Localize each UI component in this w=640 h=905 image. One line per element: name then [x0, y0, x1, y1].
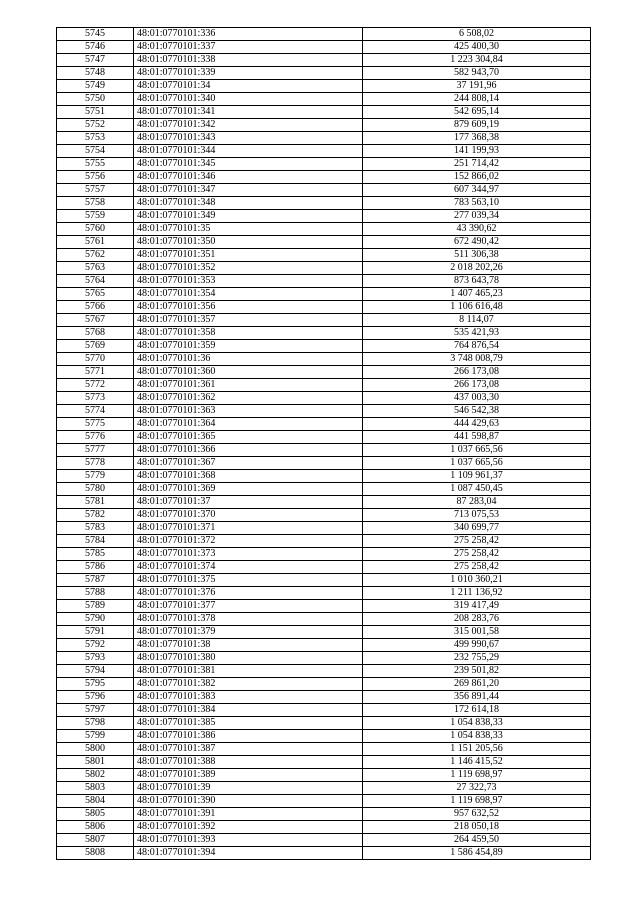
cadastral-number-cell: 48:01:0770101:374: [134, 561, 363, 574]
cadastral-value-cell: 957 632,52: [363, 808, 591, 821]
cadastral-number-cell: 48:01:0770101:357: [134, 314, 363, 327]
row-number-cell: 5802: [57, 769, 134, 782]
table-row: [57, 574, 591, 587]
row-number-cell: 5787: [57, 574, 134, 587]
table-row: [57, 509, 591, 522]
row-number-cell: 5773: [57, 392, 134, 405]
table-row: [57, 106, 591, 119]
cadastral-value-cell: 425 400,30: [363, 41, 591, 54]
cadastral-value-cell: 1 109 961,37: [363, 470, 591, 483]
row-number-cell: 5796: [57, 691, 134, 704]
cadastral-number-cell: 48:01:0770101:343: [134, 132, 363, 145]
cadastral-value-cell: 1 037 665,56: [363, 444, 591, 457]
cadastral-value-cell: 535 421,93: [363, 327, 591, 340]
cadastral-value-cell: 1 146 415,52: [363, 756, 591, 769]
row-number-cell: 5772: [57, 379, 134, 392]
cadastral-value-cell: 275 258,42: [363, 561, 591, 574]
table-row: [57, 717, 591, 730]
cadastral-number-cell: 48:01:0770101:382: [134, 678, 363, 691]
row-number-cell: 5801: [57, 756, 134, 769]
row-number-cell: 5781: [57, 496, 134, 509]
cadastral-value-cell: 783 563,10: [363, 197, 591, 210]
cadastral-number-cell: 48:01:0770101:376: [134, 587, 363, 600]
table-row: [57, 535, 591, 548]
table-body: [57, 28, 591, 860]
table-row: [57, 314, 591, 327]
cadastral-number-cell: 48:01:0770101:381: [134, 665, 363, 678]
cadastral-value-cell: 546 542,38: [363, 405, 591, 418]
row-number-cell: 5784: [57, 535, 134, 548]
cadastral-number-cell: 48:01:0770101:345: [134, 158, 363, 171]
cadastral-value-cell: 1 037 665,56: [363, 457, 591, 470]
cadastral-value-cell: 607 344,97: [363, 184, 591, 197]
cadastral-number-cell: 48:01:0770101:36: [134, 353, 363, 366]
cadastral-number-cell: 48:01:0770101:350: [134, 236, 363, 249]
table-row: [57, 366, 591, 379]
cadastral-value-cell: 444 429,63: [363, 418, 591, 431]
row-number-cell: 5805: [57, 808, 134, 821]
row-number-cell: 5795: [57, 678, 134, 691]
table-row: [57, 340, 591, 353]
cadastral-value-cell: 264 459,50: [363, 834, 591, 847]
table-row: [57, 834, 591, 847]
row-number-cell: 5761: [57, 236, 134, 249]
cadastral-number-cell: 48:01:0770101:358: [134, 327, 363, 340]
row-number-cell: 5783: [57, 522, 134, 535]
row-number-cell: 5760: [57, 223, 134, 236]
row-number-cell: 5753: [57, 132, 134, 145]
cadastral-value-cell: 172 614,18: [363, 704, 591, 717]
cadastral-value-cell: 873 643,78: [363, 275, 591, 288]
cadastral-value-cell: 266 173,08: [363, 379, 591, 392]
cadastral-number-cell: 48:01:0770101:383: [134, 691, 363, 704]
cadastral-value-cell: 340 699,77: [363, 522, 591, 535]
cadastral-value-cell: 1 054 838,33: [363, 717, 591, 730]
cadastral-number-cell: 48:01:0770101:367: [134, 457, 363, 470]
row-number-cell: 5792: [57, 639, 134, 652]
cadastral-number-cell: 48:01:0770101:354: [134, 288, 363, 301]
row-number-cell: 5752: [57, 119, 134, 132]
table-row: [57, 665, 591, 678]
cadastral-number-cell: 48:01:0770101:380: [134, 652, 363, 665]
table-row: [57, 80, 591, 93]
row-number-cell: 5791: [57, 626, 134, 639]
cadastral-number-cell: 48:01:0770101:337: [134, 41, 363, 54]
cadastral-value-cell: 511 306,38: [363, 249, 591, 262]
cadastral-value-cell: 275 258,42: [363, 535, 591, 548]
row-number-cell: 5745: [57, 28, 134, 41]
cadastral-number-cell: 48:01:0770101:347: [134, 184, 363, 197]
table-row: [57, 678, 591, 691]
cadastral-number-cell: 48:01:0770101:338: [134, 54, 363, 67]
row-number-cell: 5747: [57, 54, 134, 67]
cadastral-value-cell: 37 191,96: [363, 80, 591, 93]
cadastral-number-cell: 48:01:0770101:366: [134, 444, 363, 457]
row-number-cell: 5769: [57, 340, 134, 353]
table-row: [57, 184, 591, 197]
table-row: [57, 756, 591, 769]
row-number-cell: 5754: [57, 145, 134, 158]
cadastral-number-cell: 48:01:0770101:387: [134, 743, 363, 756]
cadastral-value-cell: 208 283,76: [363, 613, 591, 626]
row-number-cell: 5780: [57, 483, 134, 496]
cadastral-number-cell: 48:01:0770101:356: [134, 301, 363, 314]
row-number-cell: 5808: [57, 847, 134, 860]
row-number-cell: 5786: [57, 561, 134, 574]
table-row: [57, 795, 591, 808]
cadastral-number-cell: 48:01:0770101:364: [134, 418, 363, 431]
row-number-cell: 5762: [57, 249, 134, 262]
cadastral-number-cell: 48:01:0770101:373: [134, 548, 363, 561]
table-row: [57, 67, 591, 80]
cadastral-number-cell: 48:01:0770101:365: [134, 431, 363, 444]
table-row: [57, 743, 591, 756]
row-number-cell: 5756: [57, 171, 134, 184]
table-row: [57, 41, 591, 54]
cadastral-value-cell: 266 173,08: [363, 366, 591, 379]
cadastral-value-cell: 27 322,73: [363, 782, 591, 795]
cadastral-value-cell: 218 050,18: [363, 821, 591, 834]
cadastral-value-cell: 1 119 698,97: [363, 795, 591, 808]
cadastral-number-cell: 48:01:0770101:353: [134, 275, 363, 288]
table-row: [57, 769, 591, 782]
cadastral-number-cell: 48:01:0770101:348: [134, 197, 363, 210]
cadastral-value-cell: 239 501,82: [363, 665, 591, 678]
cadastral-value-cell: 3 748 008,79: [363, 353, 591, 366]
cadastral-number-cell: 48:01:0770101:390: [134, 795, 363, 808]
row-number-cell: 5797: [57, 704, 134, 717]
table-row: [57, 405, 591, 418]
cadastral-number-cell: 48:01:0770101:393: [134, 834, 363, 847]
row-number-cell: 5750: [57, 93, 134, 106]
row-number-cell: 5758: [57, 197, 134, 210]
cadastral-value-cell: 315 001,58: [363, 626, 591, 639]
cadastral-number-cell: 48:01:0770101:384: [134, 704, 363, 717]
cadastral-value-cell: 251 714,42: [363, 158, 591, 171]
cadastral-number-cell: 48:01:0770101:371: [134, 522, 363, 535]
row-number-cell: 5779: [57, 470, 134, 483]
row-number-cell: 5788: [57, 587, 134, 600]
table-row: [57, 210, 591, 223]
table-row: [57, 613, 591, 626]
cadastral-value-cell: 177 368,38: [363, 132, 591, 145]
cadastral-number-cell: 48:01:0770101:352: [134, 262, 363, 275]
table-row: [57, 119, 591, 132]
cadastral-number-cell: 48:01:0770101:362: [134, 392, 363, 405]
table-row: [57, 639, 591, 652]
cadastral-value-cell: 1 586 454,89: [363, 847, 591, 860]
cadastral-number-cell: 48:01:0770101:377: [134, 600, 363, 613]
row-number-cell: 5774: [57, 405, 134, 418]
cadastral-value-cell: 1 211 136,92: [363, 587, 591, 600]
row-number-cell: 5800: [57, 743, 134, 756]
cadastral-number-cell: 48:01:0770101:341: [134, 106, 363, 119]
table-row: [57, 28, 591, 41]
table-row: [57, 522, 591, 535]
row-number-cell: 5765: [57, 288, 134, 301]
row-number-cell: 5778: [57, 457, 134, 470]
row-number-cell: 5790: [57, 613, 134, 626]
cadastral-number-cell: 48:01:0770101:349: [134, 210, 363, 223]
row-number-cell: 5746: [57, 41, 134, 54]
cadastral-value-cell: 141 199,93: [363, 145, 591, 158]
row-number-cell: 5768: [57, 327, 134, 340]
table-row: [57, 301, 591, 314]
cadastral-value-cell: 152 866,02: [363, 171, 591, 184]
table-row: [57, 223, 591, 236]
cadastral-number-cell: 48:01:0770101:369: [134, 483, 363, 496]
table-row: [57, 327, 591, 340]
table-row: [57, 275, 591, 288]
cadastral-value-cell: 277 039,34: [363, 210, 591, 223]
row-number-cell: 5793: [57, 652, 134, 665]
row-number-cell: 5770: [57, 353, 134, 366]
row-number-cell: 5777: [57, 444, 134, 457]
table-row: [57, 808, 591, 821]
table-row: [57, 262, 591, 275]
row-number-cell: 5798: [57, 717, 134, 730]
row-number-cell: 5763: [57, 262, 134, 275]
cadastral-value-cell: 1 087 450,45: [363, 483, 591, 496]
cadastral-value-cell: 499 990,67: [363, 639, 591, 652]
row-number-cell: 5804: [57, 795, 134, 808]
row-number-cell: 5755: [57, 158, 134, 171]
table-row: [57, 158, 591, 171]
table-row: [57, 847, 591, 860]
table-row: [57, 197, 591, 210]
table-row: [57, 821, 591, 834]
row-number-cell: 5789: [57, 600, 134, 613]
cadastral-number-cell: 48:01:0770101:39: [134, 782, 363, 795]
row-number-cell: 5776: [57, 431, 134, 444]
table-row: [57, 496, 591, 509]
cadastral-value-table: [56, 27, 591, 860]
cadastral-number-cell: 48:01:0770101:363: [134, 405, 363, 418]
cadastral-value-cell: 275 258,42: [363, 548, 591, 561]
row-number-cell: 5794: [57, 665, 134, 678]
table-row: [57, 353, 591, 366]
cadastral-value-cell: 232 755,29: [363, 652, 591, 665]
cadastral-number-cell: 48:01:0770101:339: [134, 67, 363, 80]
cadastral-number-cell: 48:01:0770101:344: [134, 145, 363, 158]
cadastral-number-cell: 48:01:0770101:346: [134, 171, 363, 184]
cadastral-value-cell: 582 943,70: [363, 67, 591, 80]
cadastral-value-cell: 437 003,30: [363, 392, 591, 405]
cadastral-value-cell: 1 151 205,56: [363, 743, 591, 756]
row-number-cell: 5771: [57, 366, 134, 379]
cadastral-value-cell: 356 891,44: [363, 691, 591, 704]
table-row: [57, 483, 591, 496]
row-number-cell: 5757: [57, 184, 134, 197]
cadastral-number-cell: 48:01:0770101:379: [134, 626, 363, 639]
table-row: [57, 236, 591, 249]
table-row: [57, 132, 591, 145]
cadastral-number-cell: 48:01:0770101:375: [134, 574, 363, 587]
cadastral-value-cell: 542 695,14: [363, 106, 591, 119]
cadastral-value-cell: 8 114,07: [363, 314, 591, 327]
row-number-cell: 5775: [57, 418, 134, 431]
cadastral-number-cell: 48:01:0770101:389: [134, 769, 363, 782]
cadastral-number-cell: 48:01:0770101:361: [134, 379, 363, 392]
row-number-cell: 5806: [57, 821, 134, 834]
table-row: [57, 626, 591, 639]
table-row: [57, 548, 591, 561]
cadastral-value-cell: 1 407 465,23: [363, 288, 591, 301]
cadastral-value-cell: 43 390,62: [363, 223, 591, 236]
row-number-cell: 5782: [57, 509, 134, 522]
cadastral-number-cell: 48:01:0770101:351: [134, 249, 363, 262]
cadastral-number-cell: 48:01:0770101:391: [134, 808, 363, 821]
cadastral-number-cell: 48:01:0770101:378: [134, 613, 363, 626]
cadastral-number-cell: 48:01:0770101:368: [134, 470, 363, 483]
cadastral-number-cell: 48:01:0770101:342: [134, 119, 363, 132]
table-row: [57, 730, 591, 743]
table-row: [57, 470, 591, 483]
cadastral-value-cell: 6 508,02: [363, 28, 591, 41]
cadastral-number-cell: 48:01:0770101:392: [134, 821, 363, 834]
table-row: [57, 288, 591, 301]
table-row: [57, 93, 591, 106]
table-row: [57, 379, 591, 392]
cadastral-value-cell: 319 417,49: [363, 600, 591, 613]
row-number-cell: 5766: [57, 301, 134, 314]
cadastral-number-cell: 48:01:0770101:37: [134, 496, 363, 509]
table-row: [57, 782, 591, 795]
cadastral-value-cell: 672 490,42: [363, 236, 591, 249]
row-number-cell: 5767: [57, 314, 134, 327]
cadastral-value-cell: 441 598,87: [363, 431, 591, 444]
table-row: [57, 457, 591, 470]
table-row: [57, 54, 591, 67]
table-row: [57, 431, 591, 444]
cadastral-value-cell: 1 054 838,33: [363, 730, 591, 743]
cadastral-value-cell: 1 223 304,84: [363, 54, 591, 67]
cadastral-number-cell: 48:01:0770101:385: [134, 717, 363, 730]
cadastral-number-cell: 48:01:0770101:394: [134, 847, 363, 860]
cadastral-value-cell: 1 106 616,48: [363, 301, 591, 314]
cadastral-number-cell: 48:01:0770101:359: [134, 340, 363, 353]
cadastral-value-cell: 269 861,20: [363, 678, 591, 691]
table-row: [57, 145, 591, 158]
cadastral-number-cell: 48:01:0770101:370: [134, 509, 363, 522]
cadastral-value-cell: 2 018 202,26: [363, 262, 591, 275]
cadastral-number-cell: 48:01:0770101:386: [134, 730, 363, 743]
cadastral-number-cell: 48:01:0770101:336: [134, 28, 363, 41]
cadastral-value-cell: 87 283,04: [363, 496, 591, 509]
row-number-cell: 5803: [57, 782, 134, 795]
row-number-cell: 5807: [57, 834, 134, 847]
cadastral-value-cell: 713 075,53: [363, 509, 591, 522]
cadastral-number-cell: 48:01:0770101:38: [134, 639, 363, 652]
row-number-cell: 5799: [57, 730, 134, 743]
cadastral-value-cell: 879 609,19: [363, 119, 591, 132]
table-row: [57, 587, 591, 600]
row-number-cell: 5749: [57, 80, 134, 93]
cadastral-number-cell: 48:01:0770101:35: [134, 223, 363, 236]
row-number-cell: 5748: [57, 67, 134, 80]
cadastral-number-cell: 48:01:0770101:340: [134, 93, 363, 106]
row-number-cell: 5759: [57, 210, 134, 223]
cadastral-number-cell: 48:01:0770101:34: [134, 80, 363, 93]
cadastral-number-cell: 48:01:0770101:360: [134, 366, 363, 379]
table-row: [57, 392, 591, 405]
cadastral-number-cell: 48:01:0770101:372: [134, 535, 363, 548]
table-row: [57, 561, 591, 574]
cadastral-value-cell: 764 876,54: [363, 340, 591, 353]
table-row: [57, 691, 591, 704]
row-number-cell: 5785: [57, 548, 134, 561]
table-row: [57, 249, 591, 262]
row-number-cell: 5751: [57, 106, 134, 119]
table-row: [57, 171, 591, 184]
table-row: [57, 704, 591, 717]
row-number-cell: 5764: [57, 275, 134, 288]
cadastral-number-cell: 48:01:0770101:388: [134, 756, 363, 769]
cadastral-value-cell: 1 010 360,21: [363, 574, 591, 587]
table-row: [57, 418, 591, 431]
table-row: [57, 444, 591, 457]
table-row: [57, 652, 591, 665]
cadastral-value-cell: 1 119 698,97: [363, 769, 591, 782]
cadastral-value-cell: 244 808,14: [363, 93, 591, 106]
table-row: [57, 600, 591, 613]
